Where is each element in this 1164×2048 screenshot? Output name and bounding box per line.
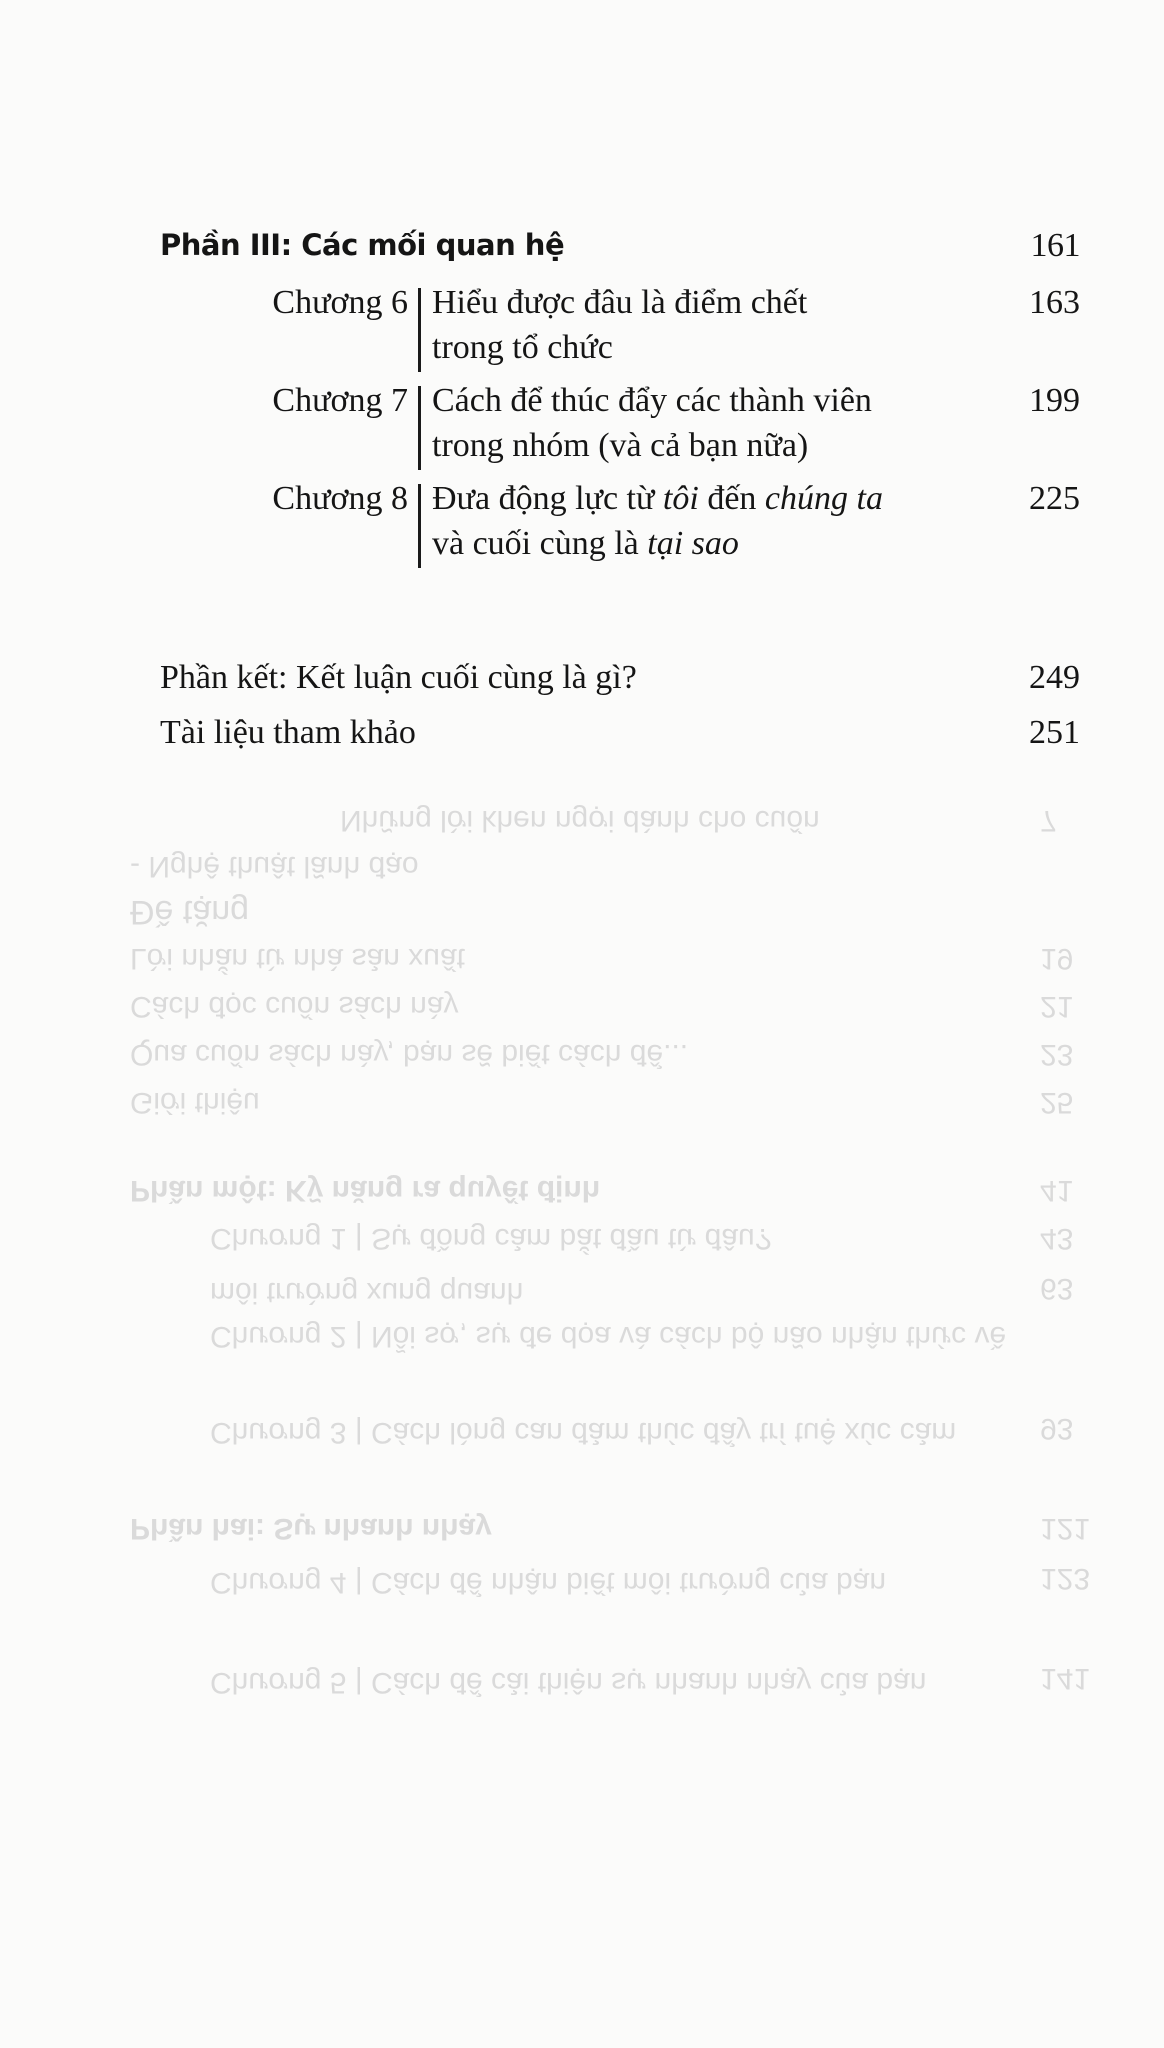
toc-chapter-6 (240, 280, 1080, 370)
toc-references (160, 710, 1080, 755)
ghost-page: 41 (1040, 1174, 1074, 1207)
ghost-page: 141 (1040, 1662, 1091, 1695)
ghost-line: Chương 5 | Cách để cải thiện sự nhanh nhạy của bạn (210, 1666, 927, 1699)
chapter-label: Chương 7 (272, 382, 408, 419)
ghost-line: Cách đọc cuốn sách này (130, 990, 459, 1023)
toc-part-3 (160, 223, 1080, 268)
ghost-line: Phần hai: Sự nhanh nhạy (130, 1512, 492, 1545)
ghost-page: 123 (1040, 1562, 1091, 1595)
ghost-page: 63 (1040, 1272, 1074, 1305)
ghost-page: 121 (1040, 1512, 1091, 1545)
ghost-page: 7 (1040, 804, 1057, 837)
toc-epilogue (160, 655, 1080, 700)
toc-chapter-7 (240, 378, 1080, 468)
ghost-line: Chương 2 | Nỗi sợ, sự đe dọa và cách bộ não nhận thức về môi trường xung quanh (210, 1276, 1007, 1353)
ghost-line: Chương 1 | Sự đồng cảm bắt đầu từ đâu? (210, 1222, 772, 1255)
ghost-line: Những lời khen ngợi dành cho cuốn (340, 804, 820, 837)
page-number: 163 (1029, 284, 1080, 321)
entry-title: Tài liệu tham khảo (160, 714, 416, 751)
ghost-page: 23 (1040, 1038, 1074, 1071)
divider (418, 386, 421, 470)
page-number: 161 (1030, 227, 1080, 264)
ghost-page: 25 (1040, 1086, 1074, 1119)
page-number: 199 (1029, 382, 1080, 419)
ghost-page: 43 (1040, 1222, 1074, 1255)
divider (418, 484, 421, 568)
ghost-line: Chương 3 | Cách lòng can đảm thúc đẩy trí tuệ xúc cảm (210, 1416, 957, 1449)
entry-title: Phần kết: Kết luận cuối cùng là gì? (160, 659, 637, 696)
chapter-title: Cách để thúc đẩy các thành viên trong nhóm (và cả bạn nữa) (432, 382, 872, 464)
page-number: 225 (1029, 480, 1080, 517)
ghost-line: Chương 4 | Cách để nhận biết môi trường của bạn (210, 1566, 887, 1599)
divider (418, 288, 421, 372)
ghost-page: 93 (1040, 1412, 1074, 1445)
chapter-label: Chương 8 (272, 480, 408, 517)
part-title: Phần III: Các mối quan hệ (160, 228, 565, 262)
chapter-title: Đưa động lực từ tôi đến chúng ta và cuối cùng là tại sao (432, 480, 883, 562)
page-number: 251 (1029, 714, 1080, 751)
ghost-line: Phần một: Kỹ năng ra quyết định (130, 1174, 601, 1207)
ghost-page: 19 (1040, 942, 1074, 975)
ghost-line: Qua cuốn sách này, bạn sẽ biết cách để... (130, 1038, 689, 1071)
ghost-page: 21 (1040, 990, 1074, 1023)
chapter-label: Chương 6 (272, 284, 408, 321)
page-number: 249 (1029, 659, 1080, 696)
chapter-title: Hiểu được đâu là điểm chết trong tổ chức (432, 284, 808, 366)
ghost-line: - Nghệ thuật lãnh đạo (130, 850, 419, 883)
ghost-line: Lời nhắn từ nhà sản xuất (130, 942, 465, 975)
ghost-line: Giới thiệu (130, 1086, 260, 1119)
ghost-line: Đề tặng (130, 893, 250, 931)
toc-chapter-8 (240, 476, 1080, 566)
